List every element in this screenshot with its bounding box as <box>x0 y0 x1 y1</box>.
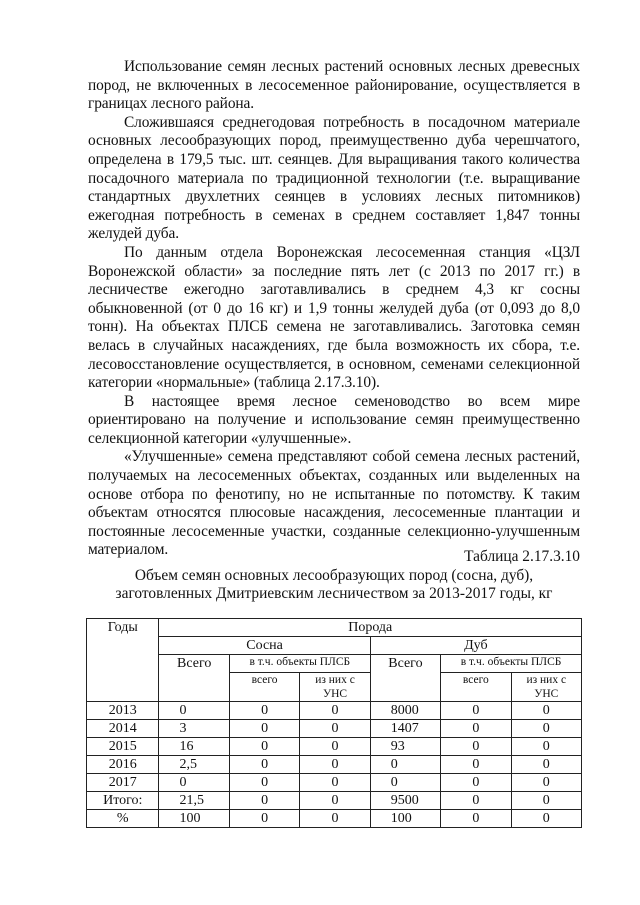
header-pine-plsb: в т.ч. объекты ПЛСБ <box>229 655 370 673</box>
cell-oak-plsb: 0 <box>441 774 511 792</box>
header-oak: Дуб <box>370 637 581 655</box>
table-row <box>87 774 582 792</box>
cell-oak-uns: 0 <box>511 792 581 810</box>
header-pine-total: Всего <box>159 655 229 702</box>
table-row <box>87 738 582 756</box>
cell-year: Итого: <box>87 792 159 810</box>
cell-pine-plsb: 0 <box>229 702 299 720</box>
cell-pine-uns: 0 <box>300 720 370 738</box>
header-oak-plsb-all: всего <box>441 673 511 702</box>
cell-oak-uns: 0 <box>511 756 581 774</box>
table-row-total <box>87 792 582 810</box>
header-years: Годы <box>87 619 159 702</box>
cell-year: 2014 <box>87 720 159 738</box>
table-title-line-1: Объем семян основных лесообразующих пород (сосна, дуб), <box>134 566 534 584</box>
cell-oak-total: 100 <box>370 810 440 828</box>
cell-oak-total: 0 <box>370 756 440 774</box>
cell-pine-uns: 0 <box>300 774 370 792</box>
paragraph: По данным отдела Воронежская лесосеменная станция «ЦЗЛ Воронежской области» за последние пять лет (с 2013 по 2017 гг.) в лесничестве ежегодно заготавливались в среднем 4,3 кг сосны обыкновенной (от 0 до 16 кг) и 1,9 тонны желудей дуба (от 0,093 до 8,0 тонн). На объектах ПЛСБ семена не заготавливались. Заготовка семян велась в случайных насаждениях, где была возможность их сбора, т.е. лесовосстановление осуществляется, в основном, семенами селекционной категории «нормальные» (таблица 2.17.3.10). <box>88 243 580 392</box>
cell-pine-plsb: 0 <box>229 774 299 792</box>
cell-year: 2017 <box>87 774 159 792</box>
seed-volume-table <box>86 618 582 828</box>
cell-pine-total: 100 <box>159 810 229 828</box>
cell-pine-uns: 0 <box>300 792 370 810</box>
cell-oak-total: 93 <box>370 738 440 756</box>
cell-oak-plsb: 0 <box>441 738 511 756</box>
cell-oak-plsb: 0 <box>441 810 511 828</box>
cell-pine-uns: 0 <box>300 738 370 756</box>
cell-pine-plsb: 0 <box>229 756 299 774</box>
table-caption <box>88 548 580 604</box>
body-text <box>88 58 580 560</box>
header-oak-total: Всего <box>370 655 440 702</box>
cell-pine-uns: 0 <box>300 702 370 720</box>
cell-oak-plsb: 0 <box>441 756 511 774</box>
cell-oak-uns: 0 <box>511 810 581 828</box>
table-number: Таблица 2.17.3.10 <box>464 548 580 565</box>
header-pine: Сосна <box>159 637 370 655</box>
cell-pine-total: 21,5 <box>159 792 229 810</box>
table-row <box>87 756 582 774</box>
header-oak-plsb: в т.ч. объекты ПЛСБ <box>441 655 582 673</box>
cell-oak-uns: 0 <box>511 774 581 792</box>
header-pine-plsb-all: всего <box>229 673 299 702</box>
cell-pine-plsb: 0 <box>229 792 299 810</box>
cell-year: 2013 <box>87 702 159 720</box>
cell-pine-total: 16 <box>159 738 229 756</box>
paragraph: Сложившаяся среднегодовая потребность в посадочном материале основных лесообразующих пород, преимущественно дуба черешчатого, определена в 179,5 тыс. шт. сеянцев. Для выращивания такого количества посадочного материала по традиционной технологии (т.е. выращивание стандартных двухлетних сеянцев в условиях лесных питомников) ежегодная потребность в семенах в среднем составляет 1,847 тонны желудей дуба. <box>88 113 580 243</box>
table-row-percent <box>87 810 582 828</box>
cell-pine-plsb: 0 <box>229 738 299 756</box>
cell-pine-total: 3 <box>159 720 229 738</box>
header-pine-uns: из них с УНС <box>300 673 370 702</box>
paragraph: В настоящее время лесное семеноводство во всем мире ориентировано на получение и использование семян преимущественно селекционной категории «улучшенные». <box>88 392 580 447</box>
table-row <box>87 720 582 738</box>
cell-oak-uns: 0 <box>511 720 581 738</box>
cell-year: % <box>87 810 159 828</box>
cell-year: 2015 <box>87 738 159 756</box>
cell-oak-uns: 0 <box>511 738 581 756</box>
header-oak-uns: из них с УНС <box>511 673 581 702</box>
cell-oak-plsb: 0 <box>441 792 511 810</box>
cell-oak-total: 1407 <box>370 720 440 738</box>
cell-oak-total: 9500 <box>370 792 440 810</box>
table-row <box>87 702 582 720</box>
paragraph: Использование семян лесных растений основных лесных древесных пород, не включенных в лесосеменное районирование, осуществляется в границах лесного района. <box>88 58 580 113</box>
cell-oak-plsb: 0 <box>441 720 511 738</box>
cell-pine-uns: 0 <box>300 756 370 774</box>
paragraph: «Улучшенные» семена представляют собой семена лесных растений, получаемых на лесосеменных объектах, созданных или выделенных на основе отбора по фенотипу, но не испытанные по потомству. К таким объектам относятся плюсовые насаждения, лесосеменные плантации и постоянные лесосеменные участки, созданные селекционно-улучшенным материалом. <box>88 448 580 559</box>
cell-pine-plsb: 0 <box>229 810 299 828</box>
cell-pine-plsb: 0 <box>229 720 299 738</box>
cell-pine-total: 0 <box>159 702 229 720</box>
cell-year: 2016 <box>87 756 159 774</box>
cell-oak-plsb: 0 <box>441 702 511 720</box>
cell-oak-uns: 0 <box>511 702 581 720</box>
table-title-line-2: заготовленных Дмитриевским лесничеством за 2013-2017 годы, кг <box>115 585 553 603</box>
cell-oak-total: 8000 <box>370 702 440 720</box>
header-breed: Порода <box>159 619 582 637</box>
cell-oak-total: 0 <box>370 774 440 792</box>
cell-pine-uns: 0 <box>300 810 370 828</box>
cell-pine-total: 2,5 <box>159 756 229 774</box>
cell-pine-total: 0 <box>159 774 229 792</box>
